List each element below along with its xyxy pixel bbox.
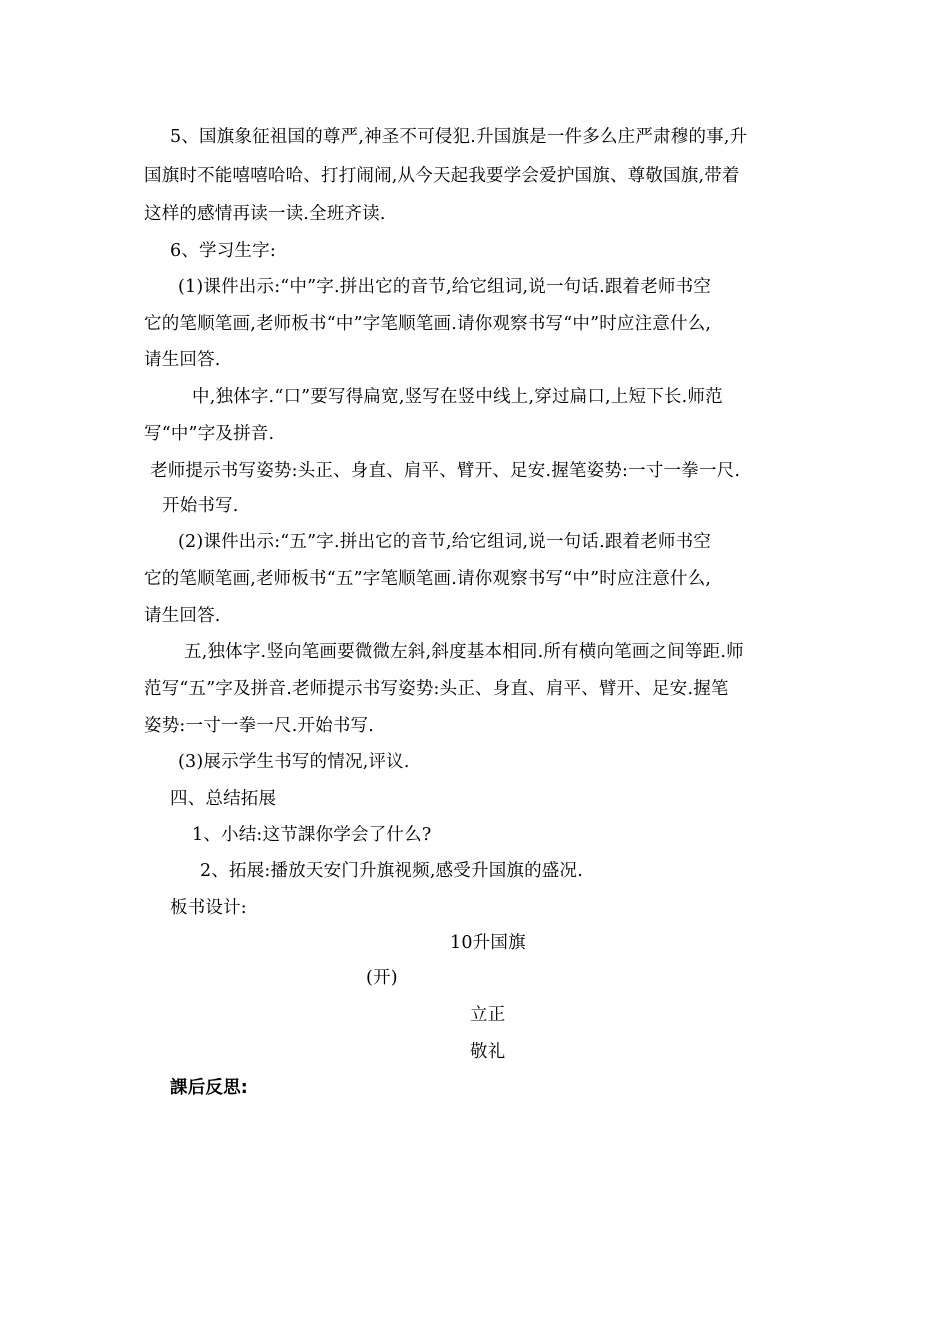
zhong-line-1: 中,独体字.“口”要写得扁宽,竖写在竖中线上,穿过扁口,上短下长.师范 [192, 387, 723, 407]
reflection-label: 課后反思: [170, 1078, 248, 1098]
board-kai: (开) [366, 968, 398, 988]
paragraph-5-line-3: 这样的感情再读一读.全班齐读. [144, 204, 386, 224]
paragraph-5-line-2: 国旗时不能嘻嘻哈哈、打打闹闹,从今天起我要学会爱护国旗、尊敬国旗,带着 [144, 166, 740, 186]
sub1-line-2: 它的笔顺笔画,老师板书“中”字笔顺笔画.请你观察书写“中”时应注意什么, [144, 314, 712, 334]
sub1-line-3: 请生回答. [144, 350, 221, 370]
wu-line-3: 姿势:一寸一拳一尺.开始书写. [144, 716, 375, 736]
sub1-line-1: (1)课件出示:“中”字.拼出它的音节,给它组词,说一句话.跟着老师书空 [178, 277, 712, 297]
wu-line-1: 五,独体字.竖向笔画要微微左斜,斜度基本相同.所有横向笔画之间等距.师 [184, 642, 744, 662]
board-lizheng: 立正 [470, 1005, 506, 1025]
paragraph-5-line-1: 5、国旗象征祖国的尊严,神圣不可侵犯.升国旗是一件多么庄严肃穆的事,升 [170, 127, 748, 147]
sub3-line-1: (3)展示学生书写的情况,评议. [178, 752, 410, 772]
section-4-heading: 四、总结拓展 [170, 789, 277, 809]
board-design-label: 板书设计: [170, 898, 247, 918]
sub2-line-3: 请生回答. [144, 606, 221, 626]
learn-characters-heading: 6、学习生字: [170, 241, 276, 261]
board-title: 10升国旗 [450, 933, 526, 953]
zhong-line-4: 开始书写. [162, 496, 239, 516]
section-4-item-2: 2、拓展:播放天安门升旗视频,感受升国旗的盛况. [200, 861, 583, 881]
wu-line-2: 范写“五”字及拼音.老师提示书写姿势:头正、身直、肩平、臂开、足安.握笔 [144, 679, 729, 699]
zhong-line-3: 老师提示书写姿势:头正、身直、肩平、臂开、足安.握笔姿势:一寸一拳一尺. [150, 461, 741, 481]
sub2-line-1: (2)课件出示:“五”字.拼出它的音节,给它组词,说一句话.跟着老师书空 [178, 532, 712, 552]
zhong-line-2: 写“中”字及拼音. [144, 424, 275, 444]
sub2-line-2: 它的笔顺笔画,老师板书“五”字笔顺笔画.请你观察书写“中”时应注意什么, [144, 569, 712, 589]
board-jingli: 敬礼 [470, 1042, 506, 1062]
section-4-item-1: 1、小结:这节課你学会了什么? [192, 825, 432, 845]
